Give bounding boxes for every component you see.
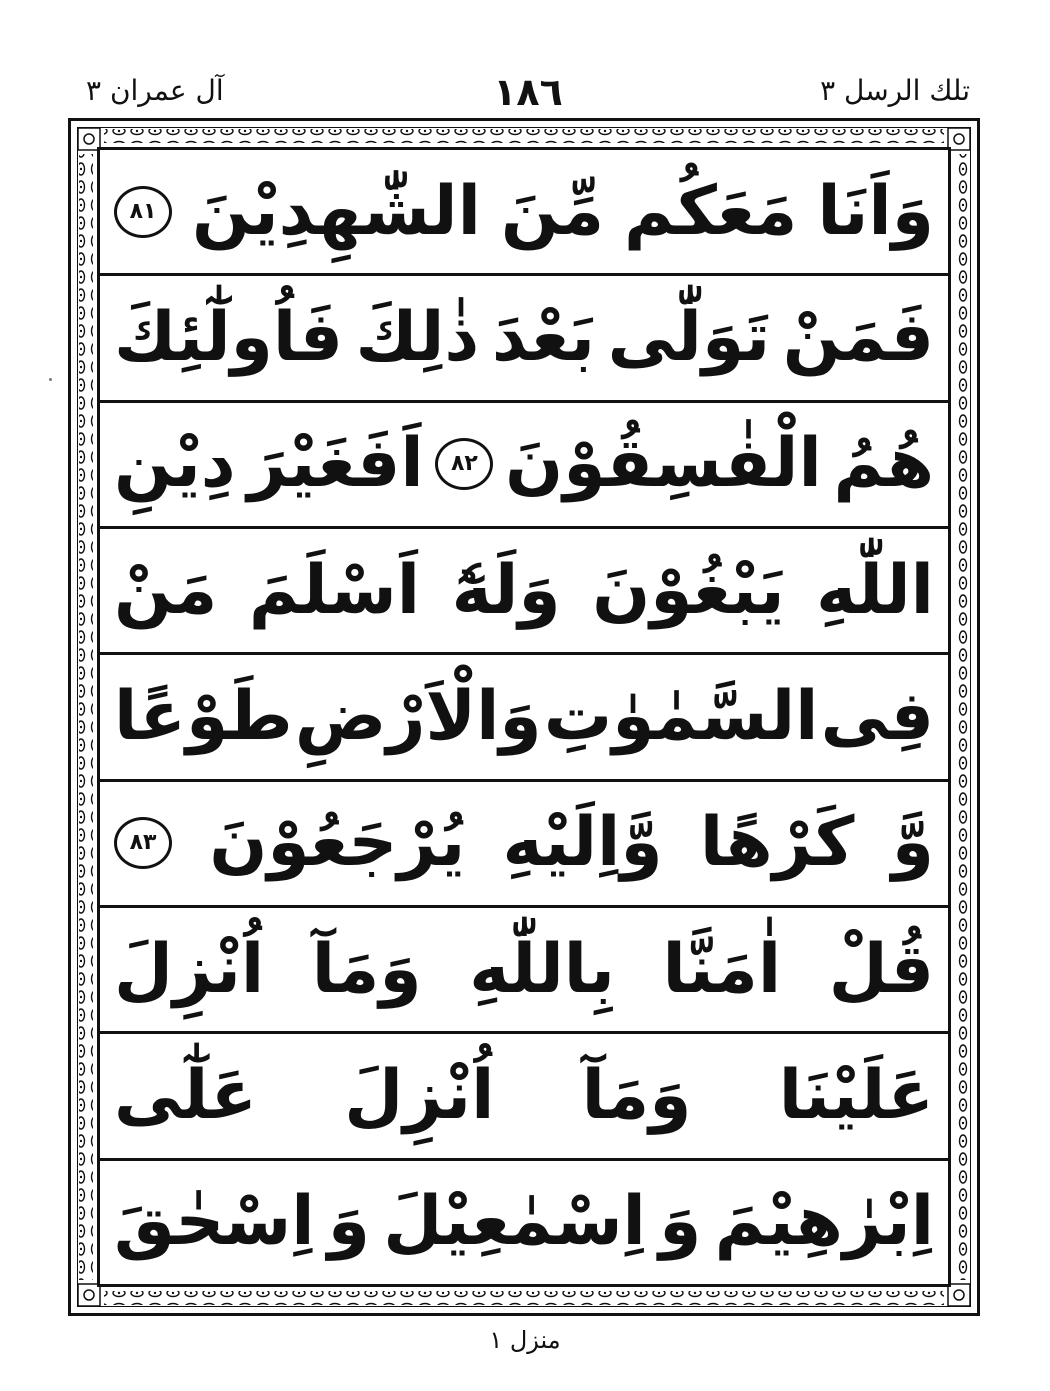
word: مِّنَ xyxy=(500,171,605,251)
text-line-4 xyxy=(100,529,948,655)
verse-lines xyxy=(100,150,948,1284)
word: اُنْزِلَ xyxy=(344,1055,495,1135)
word: وَاَنَا xyxy=(817,171,934,251)
word: قُلْ xyxy=(828,929,934,1009)
word: طَوْعًا xyxy=(114,676,293,756)
word: بِاللّٰهِ xyxy=(469,929,615,1009)
word: بَعْدَ xyxy=(491,297,596,377)
word: فَمَنْ xyxy=(782,297,934,377)
word: اِسْمٰعِيْلَ xyxy=(383,1182,646,1262)
text-line-5 xyxy=(100,655,948,781)
word: وَّاِلَيْهِ xyxy=(502,803,663,883)
page-header xyxy=(78,70,978,120)
word: دِيْنِ xyxy=(114,424,236,504)
word: وَمَآ xyxy=(581,1055,692,1135)
word: السَّمٰوٰتِ xyxy=(543,676,819,756)
word: وَّ xyxy=(891,803,934,883)
scan-dot xyxy=(49,378,52,381)
word: اِسْحٰقَ xyxy=(114,1182,315,1262)
word: اللّٰهِ xyxy=(816,550,934,630)
text-line-6 xyxy=(100,782,948,908)
word: وَمَآ xyxy=(311,929,422,1009)
word: اٰمَنَّا xyxy=(662,929,782,1009)
text-panel xyxy=(97,147,951,1287)
word: اَسْلَمَ xyxy=(248,550,421,630)
word: وَالْاَرْضِ xyxy=(294,676,542,756)
word: ذٰلِكَ xyxy=(355,297,480,377)
text-line-9 xyxy=(100,1161,948,1284)
manzil-footer: منزل ١ xyxy=(489,1326,561,1354)
word: مَعَكُم xyxy=(624,171,798,251)
word: هُمُ xyxy=(833,424,934,504)
word: وَ xyxy=(327,1182,371,1262)
text-line-1 xyxy=(100,150,948,276)
word: اَفَغَيْرَ xyxy=(247,424,424,504)
word: فَاُولٰٓئِكَ xyxy=(114,297,343,377)
word: اُنْزِلَ xyxy=(114,929,265,1009)
juz-label: تلك الرسل ٣ xyxy=(820,74,970,107)
word: يَبْغُوْنَ xyxy=(592,550,785,630)
ayah-number-marker: ٨٣ xyxy=(114,817,172,869)
word: وَ xyxy=(659,1182,702,1262)
word: وَلَهٗٓ xyxy=(451,550,561,630)
text-line-3 xyxy=(100,403,948,529)
word: عَلٰٓى xyxy=(114,1055,258,1135)
word: عَلَيْنَا xyxy=(778,1055,934,1135)
word: اِبْرٰهِيْمَ xyxy=(714,1182,934,1262)
text-line-8 xyxy=(100,1034,948,1160)
text-line-2 xyxy=(100,276,948,402)
word: فِى xyxy=(820,676,934,756)
word: الْفٰسِقُوْنَ xyxy=(505,424,822,504)
ayah-number-marker: ٨٢ xyxy=(435,438,493,490)
word: الشّٰهِدِيْنَ xyxy=(191,171,481,251)
word: يُرْجَعُوْنَ xyxy=(209,803,466,883)
page-number: ١٨٦ xyxy=(493,70,563,114)
word: كَرْهًا xyxy=(699,803,855,883)
page-border xyxy=(68,118,980,1316)
word: مَنْ xyxy=(114,550,218,630)
text-line-7 xyxy=(100,908,948,1034)
word: تَوَلّٰى xyxy=(607,297,771,377)
surah-label: آل عمران ٣ xyxy=(86,74,224,107)
ayah-number-marker: ٨١ xyxy=(114,186,172,238)
